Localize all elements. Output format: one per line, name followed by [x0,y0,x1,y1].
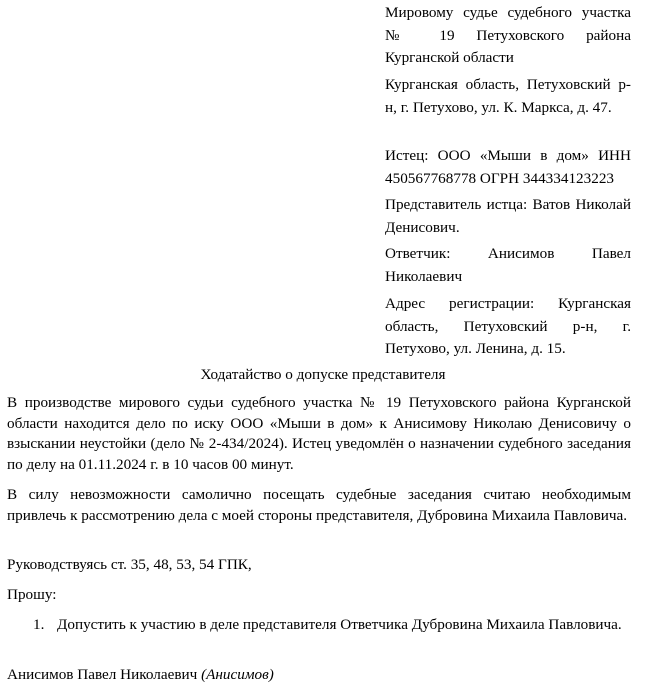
paragraph-request: Прошу: [7,586,57,603]
paragraph-legal-basis: Руководствуясь ст. 35, 48, 53, 54 ГПК, [7,556,252,573]
handwritten-signature: (Анисимов) [201,666,274,683]
defendant-info: Ответчик: Анисимов Павел Николаевич [385,245,631,285]
addressee-court: Мировому судье судебного участка № 19 Петуховского района Курганской области [385,4,631,66]
signer-name: Анисимов Павел Николаевич [7,666,198,683]
document-title: Ходатайство о допуске представителя [200,366,446,383]
list-item-number: 1. [33,616,45,633]
signature-line [7,665,274,685]
paragraph-reason: В силу невозможности самолично посещать судебные заседания считаю необходимым привлечь к рассмотрению дела с моей стороны представителя, Дубровина Михаила Павловича. [7,486,631,524]
paragraph-case-info: В производстве мирового судьи судебного участка № 19 Петуховского района Курганской области находится дело по иску ООО «Мыши в дом» к Анисимову Николаю Денисовичу о взыскании неустойки (дело № 2-434/2024). Истец уведомлён о назначении судебного заседания по делу на 01.11.2024 г. в 10 часов 00 минут. [7,394,631,474]
plaintiff-info: Истец: ООО «Мыши в дом» ИНН 450567768778 ОГРН 344334123223 [385,147,631,187]
court-address: Курганская область, Петуховский р-н, г. Петухово, ул. К. Маркса, д. 47. [385,76,631,116]
list-item-text: Допустить к участию в деле представителя Ответчика Дубровина Михаила Павловича. [57,616,622,633]
registration-address: Адрес регистрации: Курганская область, Петуховский р-н, г. Петухово, ул. Ленина, д. 15. [385,295,631,357]
representative-info: Представитель истца: Ватов Николай Денисович. [385,196,631,236]
